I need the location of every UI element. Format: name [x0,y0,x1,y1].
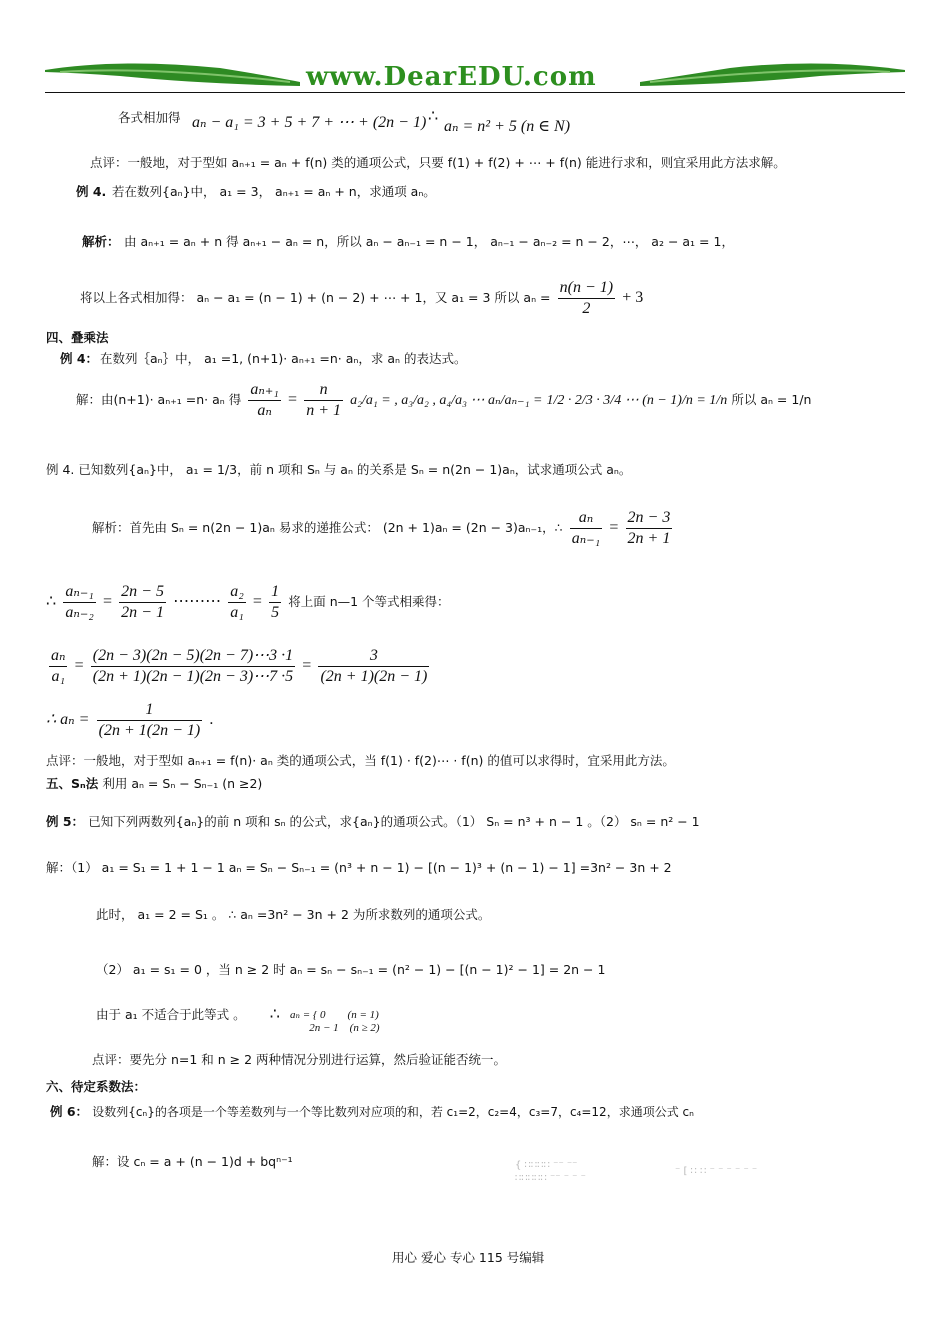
example4c-fraction-1 [570,508,603,549]
section5-text: 利用 aₙ = Sₙ − Sₙ₋₁ (n ≥2) [102,776,263,791]
product-fraction-2 [91,646,295,687]
example5 [46,812,700,830]
fraction-denominator: aₙ [257,402,272,419]
example4b-solution-pre: 解：由(n+1)· aₙ₊₁ =n· aₙ 得 [76,392,242,407]
example4c-final: ∴ aₙ = $\frac{1}{(2n + 1(2n - 1)}$ . [46,701,214,739]
chain-fraction-1 [63,582,96,623]
example4a-sum-fraction [558,278,615,319]
example5-solution-4 [96,1004,280,1024]
example4a-sum-post: + 3 [622,289,644,306]
example5-solution-2: 此时， a₁ = 2 = S₁ 。 ∴ aₙ =3n² − 3n + 2 为所求数列的通项公式。 [96,907,491,922]
equals-sign: = [288,391,298,408]
fraction-denominator: (2n + 1)(2n − 1)(2n − 3)⋯7 ·5 [92,668,294,685]
example4a-label: 例 4. [76,184,107,199]
therefore-symbol: ∴ [46,593,57,610]
comment-2: 点评：一般地，对于型如 aₙ₊₁ = f(n)· aₙ 类的通项公式，当 f(1) · f(2)⋯ · f(n) 的值可以求得时，宜采用此方法。 [46,753,675,768]
section4-title: 四、叠乘法 [46,330,109,345]
faded-equation-image [515,1156,875,1186]
example4c-fraction-2 [626,508,673,549]
piecewise-case-1: aₙ = { 0 (n = 1) [290,1009,379,1021]
svg-text:∷∷∷∷∷ ⁻⁻ ⁻ ⁻ ⁻: ∷∷∷∷∷ ⁻⁻ ⁻ ⁻ ⁻ [515,1173,586,1184]
fraction-numerator: 2n − 5 [119,582,166,603]
fraction-numerator: 1 [97,700,203,721]
fraction-denominator: a₁ [230,604,244,621]
fraction-numerator: aₙ₋₁ [63,582,96,603]
header-banner [0,0,950,100]
example6 [50,1102,694,1120]
section6-title: 六、待定系数法： [46,1079,147,1094]
header-rule [45,92,905,93]
fraction-denominator: 2 [582,300,591,317]
final-fraction [97,700,203,741]
example6-text: 设数列{cₙ}的各项是一个等差数列与一个等比数列对应项的和，若 c₁=2，c₂=4，c₃=7，c₄=12，求通项公式 cₙ [92,1105,694,1119]
chain-fraction-3 [228,582,246,623]
svg-text:{ ∷∷∷∷ ⁻⁻ ⁻⁻: { ∷∷∷∷ ⁻⁻ ⁻⁻ [515,1160,578,1171]
example4b-product: 1/2 · 2/3 · 3/4 ⋯ (n − 1)/n = 1/n [546,393,728,408]
example5-label: 例 5： [46,814,85,829]
example4b-result: 所以 aₙ = 1/n [731,392,812,407]
comment-1: 点评：一般地，对于型如 aₙ₊₁ = aₙ + f(n) 类的通项公式，只要 f(1) + f(2) + ⋯ + f(n) 能进行求和，则宜采用此方法求解。 [90,155,786,170]
fraction-numerator: (2n − 3)(2n − 5)(2n − 7)⋯3 ·1 [91,646,295,667]
therefore-symbol: ∴ [269,1006,280,1023]
example6-label: 例 6： [50,1104,89,1119]
fraction-denominator: (2n + 1(2n − 1) [98,722,201,739]
example4c-solution-text: 解析：首先由 Sₙ = n(2n − 1)aₙ 易求的递推公式： (2n + 1)aₙ = (2n − 3)aₙ₋₁，∴ [92,520,563,535]
example4c-text: 例 4. 已知数列{aₙ}中， a₁ = 1/3，前 n 项和 Sₙ 与 aₙ 的关系是 Sₙ = n(2n − 1)aₙ，试求通项公式 aₙ。 [46,462,632,477]
chain-dots: ⋯⋯⋯ [173,593,222,610]
fraction-numerator: n [304,380,343,401]
footer-text: 用心 爱心 专心 115 号编辑 [392,1250,545,1265]
product-fraction-1 [49,646,67,687]
fraction-numerator: 1 [269,582,281,603]
example4a-text: 若在数列{aₙ}中， a₁ = 3， aₙ₊₁ = aₙ + n，求通项 aₙ。 [112,184,436,199]
fraction-denominator: 5 [271,604,280,621]
example4b-fraction-2 [304,380,343,421]
example4a-sum [80,278,643,319]
fraction-numerator: aₙ [570,508,603,529]
fraction-numerator: n(n − 1) [558,278,615,299]
fraction-denominator: 2n − 1 [121,604,164,621]
line1-therefore: ∴ [428,108,439,125]
fraction-denominator: (2n + 1)(2n − 1) [320,668,428,685]
fraction-numerator: a₂ [228,582,246,603]
final-pre: ∴ aₙ = [46,711,90,728]
example5-text: 已知下列两数列{aₙ}的前 n 项和 sₙ 的公式，求{aₙ}的通项公式。（1） Sₙ = n³ + n − 1 。（2） sₙ = n² − 1 [88,814,700,829]
example5-solution-3: （2） a₁ = s₁ = 0 ，当 n ≥ 2 时 aₙ = sₙ − sₙ₋₁ = (n² − 1) − [(n − 1)² − 1] = 2n − 1 [96,962,606,977]
chain-fraction-2 [119,582,166,623]
piecewise-case-2: 2n − 1 (n ≥ 2) [290,1022,380,1034]
fraction-denominator: aₙ₋₁ [571,530,601,547]
example4b-text: 在数列｛aₙ｝中， a₁ =1, (n+1)· aₙ₊₁ =n· aₙ，求 aₙ 的表达式。 [100,351,467,366]
example4b-chain: a₂/a₁ = , a₃/a₂ , a₄/a₃ ⋯ aₙ/aₙ₋₁ = [350,393,543,408]
svg-text:⁻ [ ∷ ∷ ⁻ ⁻ ⁻ ⁻ ⁻ ⁻: ⁻ [ ∷ ∷ ⁻ ⁻ ⁻ ⁻ ⁻ ⁻ [675,1166,758,1177]
fraction-numerator: aₙ₊₁ [248,380,281,401]
comment-3: 点评：要先分 n=1 和 n ≥ 2 两种情况分别进行运算，然后验证能否统一。 [92,1052,507,1067]
fraction-denominator: aₙ₋₂ [65,604,94,621]
fraction-numerator: 3 [318,646,429,667]
product-fraction-3 [318,646,429,687]
chain-fraction-4 [269,582,281,623]
example4b-label: 例 4： [60,351,99,366]
example6-solution: 解：设 cₙ = a + (n − 1)d + bqⁿ⁻¹ [92,1154,293,1169]
logo-text: www.DearEDU.com [306,62,597,92]
fraction-denominator: a₁ [51,668,66,685]
section5-title: 五、Sₙ法 [46,776,99,791]
chain-post-text: 将上面 n—1 个等式相乘得： [288,594,450,609]
example4c-product: $\frac{\text{aₙ}}{\text{a₁}}$ = $\frac{(2n - 3)(2n - 5)(2n - 7)\cdots 3 \cdot 1}{(2n + 1)(2n - 1)(2n - 3)\cdots 7 \cdot 5}$ = $\frac{3}{(2n + 1)(2n - 1)}$ [51,647,428,685]
example4a-solution-label: 解析： [82,234,120,249]
example4a-sum-pre: 将以上各式相加得： aₙ − a₁ = (n − 1) + (n − 2) + ⋯ + 1，又 a₁ = 3 所以 aₙ = [80,290,551,305]
line1-result: aₙ = n² + 5 (n ∈ N) [444,118,571,135]
example5-solution-1: 解：（1） a₁ = S₁ = 1 + 1 − 1 aₙ = Sₙ − Sₙ₋₁ = (n³ + n − 1) − [(n − 1)³ + (n − 1) − 1] =3n² − 3n + 2 [46,860,672,875]
example4c-chain: ∴ $\frac{\text{aₙ₋₁}}{\text{aₙ₋₂}}$ = $\frac{2n - 5}{2n - 1}$ ⋯⋯⋯ $\frac{\text{a₂}}{\text{a₁}}$ = $\frac{1}{5}$ 将上面 n—1 个等式相乘得： [46,583,450,621]
example4a-solution: 由 aₙ₊₁ = aₙ + n 得 aₙ₊₁ − aₙ = n，所以 aₙ − aₙ₋₁ = n − 1， aₙ₋₁ − aₙ₋₂ = n − 2，⋯， a₂ − a₁ = 1， [124,234,734,249]
solution4-text: 由于 a₁ 不适合于此等式 。 [96,1007,246,1022]
fraction-numerator: aₙ [49,646,67,667]
line1-label: 各式相加得 [118,110,181,125]
section5-heading [46,774,262,792]
example4b-solution [76,380,811,421]
fraction-numerator: 2n − 3 [626,508,673,529]
line1-math: aₙ − a₁ = 3 + 5 + 7 + ⋯ + (2n − 1) [192,114,427,131]
example4b-fraction-1 [248,380,281,421]
example4c-solution: 解析：首先由 Sₙ = n(2n − 1)aₙ 易求的递推公式： (2n + 1)aₙ = (2n − 3)aₙ₋₁，∴ $\frac{\text{aₙ}}{\text{aₙ₋₁}}$ = $\frac{2n - 3}{2n + 1}$ [92,509,671,547]
fraction-denominator: 2n + 1 [627,530,671,547]
fraction-denominator: n + 1 [306,402,341,419]
